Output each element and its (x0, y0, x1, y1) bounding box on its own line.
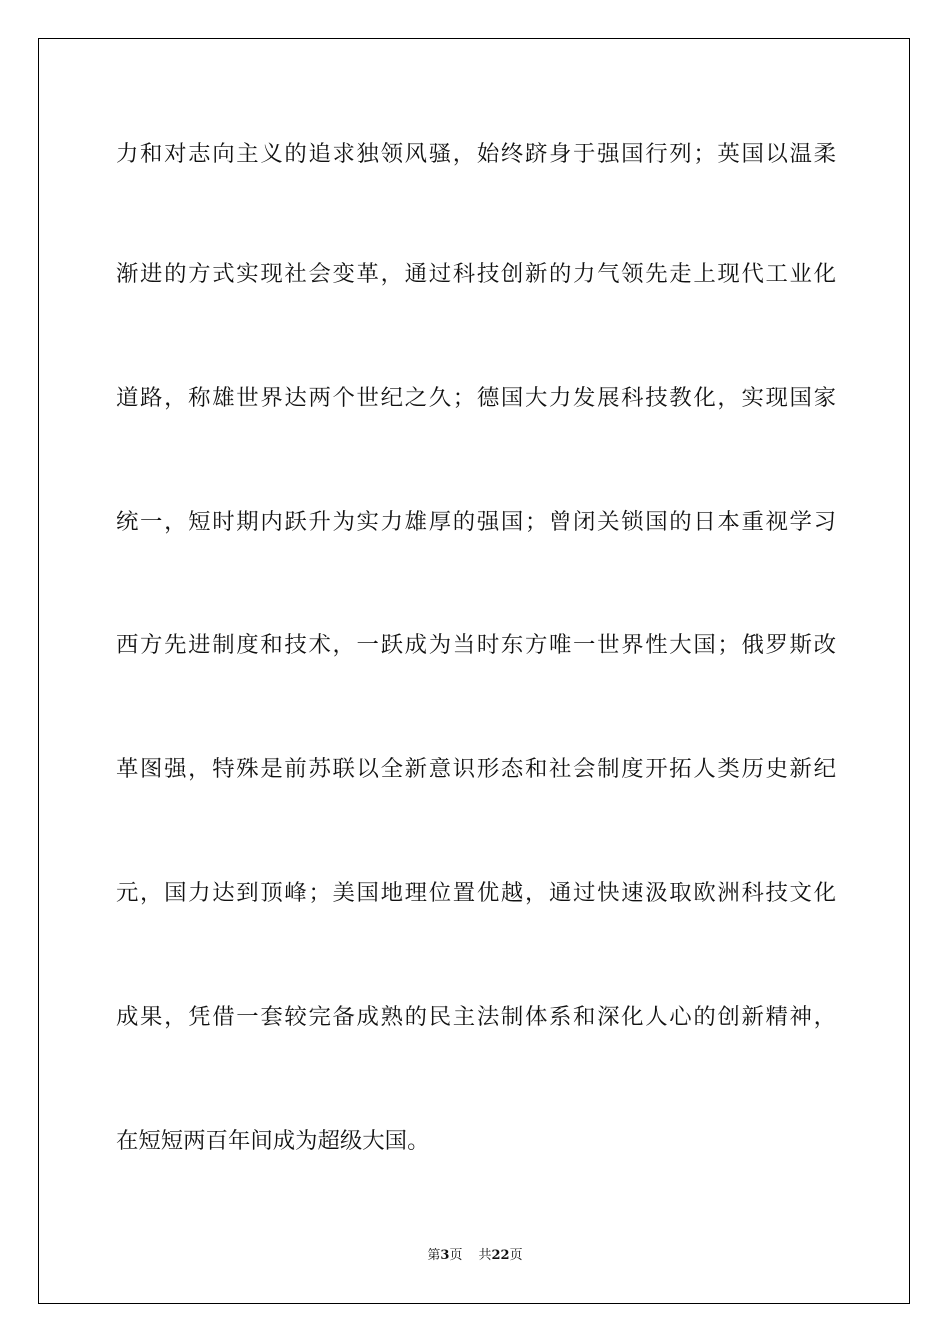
total-suffix: 页 (509, 1248, 523, 1263)
page-border (38, 38, 910, 1304)
body-line-6: 革图强，特殊是前苏联以全新意识形态和社会制度开拓人类历史新纪 (116, 756, 836, 782)
page-number: 3 (440, 1248, 450, 1263)
total-prefix: 共 (478, 1248, 492, 1263)
body-line-9: 在短短两百年间成为超级大国。 (116, 1128, 430, 1154)
body-line-4: 统一，短时期内跃升为实力雄厚的强国；曾闭关锁国的日本重视学习 (116, 509, 836, 535)
body-line-1: 力和对志向主义的追求独领风骚，始终跻身于强国行列；英国以温柔 (116, 141, 836, 167)
body-line-5: 西方先进制度和技术，一跃成为当时东方唯一世界性大国；俄罗斯改 (116, 632, 836, 658)
body-line-3: 道路，称雄世界达两个世纪之久；德国大力发展科技教化，实现国家 (116, 385, 836, 411)
total-pages: 22 (491, 1248, 510, 1263)
body-line-7: 元，国力达到顶峰；美国地理位置优越，通过快速汲取欧洲科技文化 (116, 880, 836, 906)
page-footer (0, 1247, 950, 1265)
body-line-8: 成果，凭借一套较完备成熟的民主法制体系和深化人心的创新精神， (116, 1004, 836, 1030)
page-suffix: 页 (449, 1248, 463, 1263)
body-line-2: 渐进的方式实现社会变革，通过科技创新的力气领先走上现代工业化 (116, 261, 836, 287)
page-prefix: 第 (427, 1248, 441, 1263)
